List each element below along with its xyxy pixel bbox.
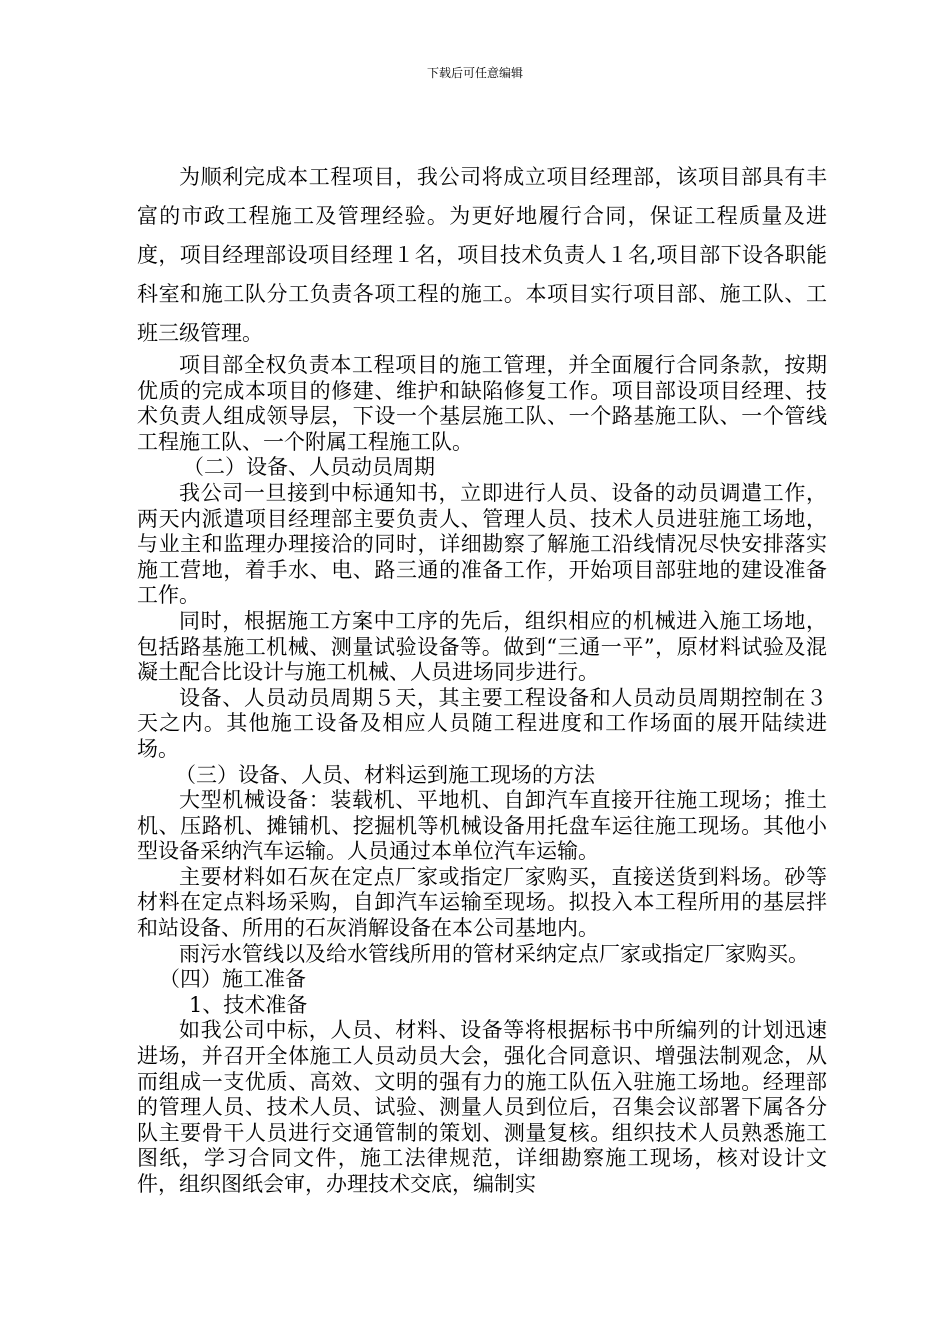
- paragraph-mobilization-days: 设备、人员动员周期５天，其主要工程设备和人员动员周期控制在３天之内。其他施工设备及相应人员随工程进度和工作场面的展开陆续进场。: [137, 685, 827, 761]
- section-heading-mobilization-period: （二）设备、人员动员周期: [183, 455, 435, 480]
- document-body: [137, 158, 827, 1198]
- paragraph-project-management: 项目部全权负责本工程项目的施工管理，并全面履行合同条款，按期优质的完成本项目的修建、维护和缺陷修复工作。项目部设项目经理、技术负责人组成领导层，下设一个基层施工队、一个路基施工队、一个管线工程施工队、一个附属工程施工队。: [137, 353, 827, 454]
- paragraph-pipe-materials: 雨污水管线以及给水管线所用的管材采纳定点厂家或指定厂家购买。: [179, 941, 809, 966]
- paragraph-technical-preparation: 如我公司中标，人员、材料、设备等将根据标书中所编列的计划迅速进场，并召开全体施工人员动员大会，强化合同意识、增强法制观念，从而组成一支优质、高效、文明的强有力的施工队伍入驻施工场地。经理部的管理人员、技术人员、试验、测量人员到位后，召集会议部署下属各分队主要骨干人员进行交通管制的策划、测量复核。组织技术人员熟悉施工图纸，学习合同文件，施工法律规范，详细勘察施工现场，核对设计文件，组织图纸会审，办理技术交底，编制实: [137, 1018, 827, 1196]
- section-heading-transport-method: （三）设备、人员、材料运到施工现场的方法: [175, 762, 595, 787]
- page-header: 下载后可任意编辑: [426, 66, 523, 80]
- paragraph-project-department: 为顺利完成本工程项目，我公司将成立项目经理部，该项目部具有丰富的市政工程施工及管理经验。为更好地履行合同，保证工程质量及进度，项目经理部设项目经理１名，项目技术负责人１名,项目部下设各职能科室和施工队分工负责各项工程的施工。本项目实行项目部、施工队、工班三级管理。: [137, 165, 827, 345]
- paragraph-machinery-entry: 同时，根据施工方案中工序的先后，组织相应的机械进入施工场地，包括路基施工机械、测量试验设备等。做到“三通一平”，原材料试验及混凝土配合比设计与施工机械、人员进场同步进行。: [137, 608, 827, 685]
- subsection-heading-technical-preparation: 1、技术准备: [189, 992, 308, 1017]
- paragraph-large-machinery: 大型机械设备：装载机、平地机、自卸汽车直接开往施工现场；推土机、压路机、摊铺机、挖掘机等机械设备用托盘车运往施工现场。其他小型设备采纳汽车运输。人员通过本单位汽车运输。: [137, 788, 827, 864]
- paragraph-main-materials: 主要材料如石灰在定点厂家或指定厂家购买，直接送货到料场。砂等材料在定点料场采购，自卸汽车运输至现场。拟投入本工程所用的基层拌和站设备、所用的石灰消解设备在本公司基地内。: [137, 864, 827, 941]
- paragraph-mobilization: 我公司一旦接到中标通知书，立即进行人员、设备的动员调遣工作，两天内派遣项目经理部主要负责人、管理人员、技术人员进驻施工场地，与业主和监理办理接洽的同时，详细勘察了解施工沿线情况尽快安排落实施工营地，着手水、电、路三通的准备工作，开始项目部驻地的建设准备工作。: [137, 480, 827, 608]
- section-heading-construction-preparation: （四）施工准备: [159, 967, 306, 992]
